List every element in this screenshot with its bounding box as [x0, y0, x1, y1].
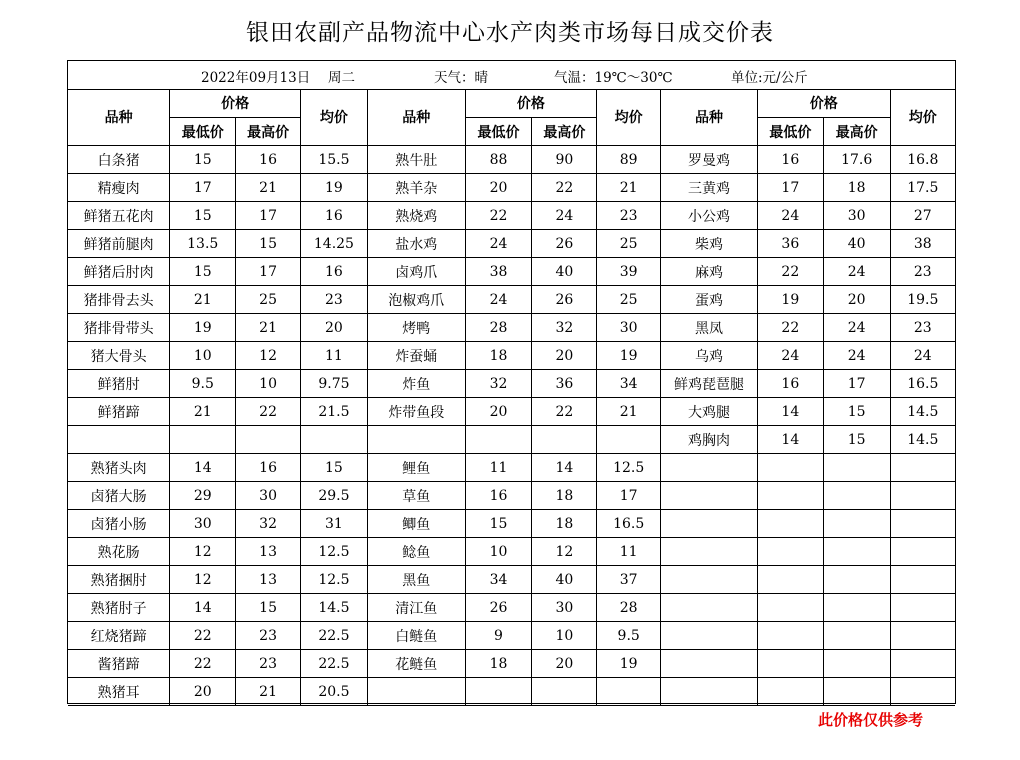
max-price-cell: 10	[532, 622, 597, 650]
max-price-cell	[823, 566, 890, 594]
avg-header: 均价	[890, 89, 955, 146]
avg-price-cell: 89	[597, 146, 661, 174]
avg-price-cell: 25	[597, 286, 661, 314]
avg-price-cell: 28	[597, 594, 661, 622]
date-text: 2022年09月13日	[201, 70, 311, 86]
variety-cell: 卤鸡爪	[367, 258, 465, 286]
max-price-cell: 21	[236, 678, 301, 706]
max-price-cell: 23	[236, 650, 301, 678]
table-row	[68, 622, 955, 650]
min-price-cell: 16	[465, 482, 532, 510]
min-price-cell: 18	[465, 650, 532, 678]
min-price-cell: 22	[465, 202, 532, 230]
variety-cell: 炸鱼	[367, 370, 465, 398]
table-row	[68, 594, 955, 622]
avg-price-cell	[890, 538, 955, 566]
min-price-cell: 24	[465, 286, 532, 314]
min-price-cell	[757, 454, 823, 482]
min-price-cell: 14	[170, 454, 236, 482]
variety-cell: 鲜猪肘	[68, 370, 170, 398]
variety-cell: 黑鱼	[367, 566, 465, 594]
avg-price-cell: 38	[890, 230, 955, 258]
avg-price-cell: 21	[597, 398, 661, 426]
variety-cell	[661, 482, 758, 510]
avg-price-cell: 15.5	[301, 146, 368, 174]
min-price-cell: 11	[465, 454, 532, 482]
variety-cell: 熟烧鸡	[367, 202, 465, 230]
max-price-cell: 24	[823, 258, 890, 286]
variety-cell: 炸蚕蛹	[367, 342, 465, 370]
info-bar	[68, 61, 955, 90]
avg-price-cell	[890, 594, 955, 622]
variety-cell: 柴鸡	[661, 230, 758, 258]
price-header: 价格	[465, 89, 597, 118]
max-price-cell	[236, 426, 301, 454]
variety-cell	[661, 454, 758, 482]
max-price-header: 最高价	[236, 118, 301, 146]
variety-cell: 熟猪肘子	[68, 594, 170, 622]
table-row	[68, 258, 955, 286]
table-row	[68, 342, 955, 370]
avg-price-cell: 14.25	[301, 230, 368, 258]
avg-price-cell: 37	[597, 566, 661, 594]
table-row	[68, 230, 955, 258]
min-price-cell	[170, 426, 236, 454]
avg-price-cell: 23	[890, 314, 955, 342]
avg-price-cell: 22.5	[301, 650, 368, 678]
avg-price-cell: 25	[597, 230, 661, 258]
avg-price-cell	[890, 482, 955, 510]
max-price-cell: 14	[532, 454, 597, 482]
max-price-cell: 22	[236, 398, 301, 426]
variety-cell: 精瘦肉	[68, 174, 170, 202]
variety-cell: 鲜猪蹄	[68, 398, 170, 426]
avg-price-cell: 22.5	[301, 622, 368, 650]
min-price-cell: 16	[757, 146, 823, 174]
min-price-cell	[757, 622, 823, 650]
page-title: 银田农副产品物流中心水产肉类市场每日成交价表	[246, 20, 774, 46]
variety-cell: 卤猪大肠	[68, 482, 170, 510]
variety-cell: 鲜猪五花肉	[68, 202, 170, 230]
variety-cell: 猪排骨去头	[68, 286, 170, 314]
avg-price-cell: 16.5	[597, 510, 661, 538]
variety-cell: 猪大骨头	[68, 342, 170, 370]
table-row	[68, 426, 955, 454]
max-price-cell: 15	[823, 398, 890, 426]
max-price-cell	[823, 454, 890, 482]
min-price-cell: 9	[465, 622, 532, 650]
avg-price-cell: 16.8	[890, 146, 955, 174]
max-price-header: 最高价	[532, 118, 597, 146]
avg-price-cell: 23	[597, 202, 661, 230]
avg-price-cell: 17.5	[890, 174, 955, 202]
variety-cell: 鲤鱼	[367, 454, 465, 482]
min-price-cell: 21	[170, 398, 236, 426]
avg-price-cell: 16.5	[890, 370, 955, 398]
max-price-cell: 32	[236, 510, 301, 538]
min-price-cell	[757, 510, 823, 538]
min-price-cell	[757, 566, 823, 594]
table-row	[68, 482, 955, 510]
max-price-cell: 12	[532, 538, 597, 566]
min-price-cell	[465, 678, 532, 706]
min-price-cell: 10	[170, 342, 236, 370]
max-price-cell	[823, 650, 890, 678]
variety-cell: 小公鸡	[661, 202, 758, 230]
min-price-cell: 15	[170, 146, 236, 174]
variety-header: 品种	[68, 89, 170, 146]
min-price-cell	[757, 678, 823, 706]
max-price-cell	[823, 510, 890, 538]
variety-cell	[661, 622, 758, 650]
variety-cell: 鸡胸肉	[661, 426, 758, 454]
table-row	[68, 678, 955, 706]
min-price-cell: 20	[465, 398, 532, 426]
table-row	[68, 370, 955, 398]
table-row	[68, 398, 955, 426]
variety-cell: 白鲢鱼	[367, 622, 465, 650]
min-price-cell: 22	[170, 650, 236, 678]
variety-cell: 卤猪小肠	[68, 510, 170, 538]
avg-price-cell: 14.5	[890, 426, 955, 454]
table-row	[68, 174, 955, 202]
avg-price-cell: 19	[597, 650, 661, 678]
avg-price-cell: 30	[597, 314, 661, 342]
variety-cell	[661, 678, 758, 706]
min-price-cell: 18	[465, 342, 532, 370]
variety-cell: 蛋鸡	[661, 286, 758, 314]
avg-price-cell: 9.5	[597, 622, 661, 650]
variety-cell	[661, 650, 758, 678]
max-price-cell: 90	[532, 146, 597, 174]
variety-cell: 大鸡腿	[661, 398, 758, 426]
table-row	[68, 510, 955, 538]
min-price-cell: 34	[465, 566, 532, 594]
min-price-cell	[757, 482, 823, 510]
variety-header: 品种	[661, 89, 758, 146]
variety-cell: 泡椒鸡爪	[367, 286, 465, 314]
variety-cell	[661, 510, 758, 538]
max-price-cell: 32	[532, 314, 597, 342]
variety-cell: 鲜鸡琵琶腿	[661, 370, 758, 398]
price-table-body	[68, 146, 955, 706]
avg-header: 均价	[597, 89, 661, 146]
min-price-cell: 15	[465, 510, 532, 538]
max-price-cell: 30	[532, 594, 597, 622]
avg-price-cell: 23	[890, 258, 955, 286]
weekday-text: 周二	[328, 70, 355, 86]
max-price-cell: 26	[532, 230, 597, 258]
max-price-cell: 40	[823, 230, 890, 258]
min-price-cell: 15	[170, 258, 236, 286]
min-price-cell: 19	[170, 314, 236, 342]
max-price-cell	[532, 678, 597, 706]
variety-cell: 乌鸡	[661, 342, 758, 370]
avg-price-cell: 12.5	[597, 454, 661, 482]
max-price-cell: 15	[823, 426, 890, 454]
min-price-cell: 29	[170, 482, 236, 510]
max-price-cell: 21	[236, 314, 301, 342]
max-price-cell: 24	[823, 314, 890, 342]
table-row	[68, 286, 955, 314]
variety-cell	[661, 594, 758, 622]
max-price-cell: 22	[532, 398, 597, 426]
avg-price-cell: 17	[597, 482, 661, 510]
min-price-cell: 14	[757, 398, 823, 426]
variety-cell: 盐水鸡	[367, 230, 465, 258]
min-price-cell: 13.5	[170, 230, 236, 258]
avg-price-cell: 9.75	[301, 370, 368, 398]
variety-cell: 清江鱼	[367, 594, 465, 622]
max-price-cell: 15	[236, 230, 301, 258]
max-price-cell: 17	[823, 370, 890, 398]
avg-price-cell: 19	[597, 342, 661, 370]
avg-price-cell: 20	[301, 314, 368, 342]
min-price-cell: 17	[757, 174, 823, 202]
variety-cell: 熟猪耳	[68, 678, 170, 706]
avg-price-cell: 14.5	[301, 594, 368, 622]
avg-price-cell: 34	[597, 370, 661, 398]
variety-cell: 白条猪	[68, 146, 170, 174]
min-price-header: 最低价	[170, 118, 236, 146]
table-row	[68, 202, 955, 230]
max-price-cell: 13	[236, 566, 301, 594]
min-price-cell: 26	[465, 594, 532, 622]
min-price-cell: 22	[170, 622, 236, 650]
max-price-cell: 16	[236, 454, 301, 482]
max-price-cell: 30	[236, 482, 301, 510]
avg-price-cell	[597, 678, 661, 706]
min-price-cell: 15	[170, 202, 236, 230]
variety-cell: 罗曼鸡	[661, 146, 758, 174]
max-price-cell: 20	[532, 342, 597, 370]
max-price-cell: 16	[236, 146, 301, 174]
min-price-cell: 19	[757, 286, 823, 314]
avg-price-cell: 21.5	[301, 398, 368, 426]
min-price-cell: 28	[465, 314, 532, 342]
max-price-cell: 20	[823, 286, 890, 314]
weather-text: 天气：晴	[434, 70, 488, 86]
avg-price-cell: 20.5	[301, 678, 368, 706]
variety-cell: 熟羊杂	[367, 174, 465, 202]
price-table	[68, 89, 955, 706]
max-price-cell: 36	[532, 370, 597, 398]
min-price-cell: 20	[465, 174, 532, 202]
variety-cell: 熟猪捆肘	[68, 566, 170, 594]
variety-cell: 麻鸡	[661, 258, 758, 286]
variety-cell	[661, 566, 758, 594]
min-price-header: 最低价	[465, 118, 532, 146]
min-price-cell: 88	[465, 146, 532, 174]
min-price-cell: 24	[465, 230, 532, 258]
variety-cell: 黑凤	[661, 314, 758, 342]
table-row	[68, 146, 955, 174]
price-sheet	[67, 60, 956, 704]
min-price-cell: 22	[757, 314, 823, 342]
table-row	[68, 454, 955, 482]
avg-price-cell: 21	[597, 174, 661, 202]
min-price-cell: 22	[757, 258, 823, 286]
avg-price-cell	[890, 622, 955, 650]
min-price-cell: 12	[170, 566, 236, 594]
max-price-cell: 21	[236, 174, 301, 202]
temperature-text: 气温：19℃～30℃	[554, 70, 673, 86]
avg-price-cell: 24	[890, 342, 955, 370]
avg-price-cell: 16	[301, 258, 368, 286]
min-price-cell: 38	[465, 258, 532, 286]
max-price-cell: 26	[532, 286, 597, 314]
table-row	[68, 538, 955, 566]
variety-cell: 熟猪头肉	[68, 454, 170, 482]
table-row	[68, 314, 955, 342]
min-price-cell: 30	[170, 510, 236, 538]
variety-cell: 红烧猪蹄	[68, 622, 170, 650]
max-price-cell	[823, 594, 890, 622]
variety-cell: 鲜猪前腿肉	[68, 230, 170, 258]
max-price-cell	[532, 426, 597, 454]
avg-price-cell	[890, 454, 955, 482]
price-header: 价格	[757, 89, 890, 118]
avg-header: 均价	[301, 89, 368, 146]
variety-cell: 熟花肠	[68, 538, 170, 566]
avg-price-cell: 15	[301, 454, 368, 482]
max-price-cell	[823, 482, 890, 510]
table-row	[68, 650, 955, 678]
avg-price-cell: 27	[890, 202, 955, 230]
avg-price-cell: 11	[597, 538, 661, 566]
max-price-cell: 17	[236, 202, 301, 230]
avg-price-cell: 11	[301, 342, 368, 370]
min-price-cell: 17	[170, 174, 236, 202]
min-price-cell	[757, 538, 823, 566]
max-price-cell: 18	[823, 174, 890, 202]
avg-price-cell: 23	[301, 286, 368, 314]
min-price-cell: 24	[757, 202, 823, 230]
min-price-cell	[757, 650, 823, 678]
disclaimer-note: 此价格仅供参考	[818, 711, 924, 729]
max-price-cell: 13	[236, 538, 301, 566]
price-header: 价格	[170, 89, 301, 118]
avg-price-cell: 12.5	[301, 538, 368, 566]
max-price-cell: 18	[532, 510, 597, 538]
table-row	[68, 566, 955, 594]
max-price-cell: 10	[236, 370, 301, 398]
avg-price-cell	[890, 678, 955, 706]
min-price-cell	[757, 594, 823, 622]
variety-cell: 鲫鱼	[367, 510, 465, 538]
avg-price-cell	[597, 426, 661, 454]
variety-cell: 鲜猪后肘肉	[68, 258, 170, 286]
avg-price-cell: 39	[597, 258, 661, 286]
max-price-header: 最高价	[823, 118, 890, 146]
variety-cell: 鲶鱼	[367, 538, 465, 566]
min-price-cell: 21	[170, 286, 236, 314]
min-price-cell: 20	[170, 678, 236, 706]
min-price-cell	[465, 426, 532, 454]
max-price-cell: 25	[236, 286, 301, 314]
max-price-cell: 22	[532, 174, 597, 202]
avg-price-cell: 16	[301, 202, 368, 230]
max-price-cell: 40	[532, 566, 597, 594]
max-price-cell: 40	[532, 258, 597, 286]
variety-cell: 草鱼	[367, 482, 465, 510]
min-price-cell: 32	[465, 370, 532, 398]
variety-cell	[367, 678, 465, 706]
avg-price-cell: 31	[301, 510, 368, 538]
variety-cell	[367, 426, 465, 454]
variety-cell	[68, 426, 170, 454]
avg-price-cell: 12.5	[301, 566, 368, 594]
variety-cell: 猪排骨带头	[68, 314, 170, 342]
min-price-cell: 9.5	[170, 370, 236, 398]
avg-price-cell	[301, 426, 368, 454]
unit-text: 单位:元/公斤	[731, 70, 808, 86]
max-price-cell: 23	[236, 622, 301, 650]
variety-header: 品种	[367, 89, 465, 146]
max-price-cell: 24	[823, 342, 890, 370]
max-price-cell: 17.6	[823, 146, 890, 174]
max-price-cell: 12	[236, 342, 301, 370]
avg-price-cell: 14.5	[890, 398, 955, 426]
avg-price-cell	[890, 566, 955, 594]
min-price-cell: 36	[757, 230, 823, 258]
variety-cell: 花鲢鱼	[367, 650, 465, 678]
avg-price-cell: 19.5	[890, 286, 955, 314]
max-price-cell: 20	[532, 650, 597, 678]
variety-cell: 酱猪蹄	[68, 650, 170, 678]
avg-price-cell: 29.5	[301, 482, 368, 510]
min-price-cell: 16	[757, 370, 823, 398]
min-price-cell: 14	[757, 426, 823, 454]
max-price-cell	[823, 622, 890, 650]
min-price-cell: 14	[170, 594, 236, 622]
avg-price-cell	[890, 650, 955, 678]
min-price-cell: 10	[465, 538, 532, 566]
avg-price-cell: 19	[301, 174, 368, 202]
min-price-cell: 12	[170, 538, 236, 566]
variety-cell: 三黄鸡	[661, 174, 758, 202]
max-price-cell: 15	[236, 594, 301, 622]
max-price-cell	[823, 538, 890, 566]
avg-price-cell	[890, 510, 955, 538]
max-price-cell: 18	[532, 482, 597, 510]
variety-cell: 烤鸭	[367, 314, 465, 342]
max-price-cell: 24	[532, 202, 597, 230]
max-price-cell: 30	[823, 202, 890, 230]
variety-cell: 熟牛肚	[367, 146, 465, 174]
min-price-cell: 24	[757, 342, 823, 370]
variety-cell	[661, 538, 758, 566]
min-price-header: 最低价	[757, 118, 823, 146]
max-price-cell	[823, 678, 890, 706]
max-price-cell: 17	[236, 258, 301, 286]
variety-cell: 炸带鱼段	[367, 398, 465, 426]
